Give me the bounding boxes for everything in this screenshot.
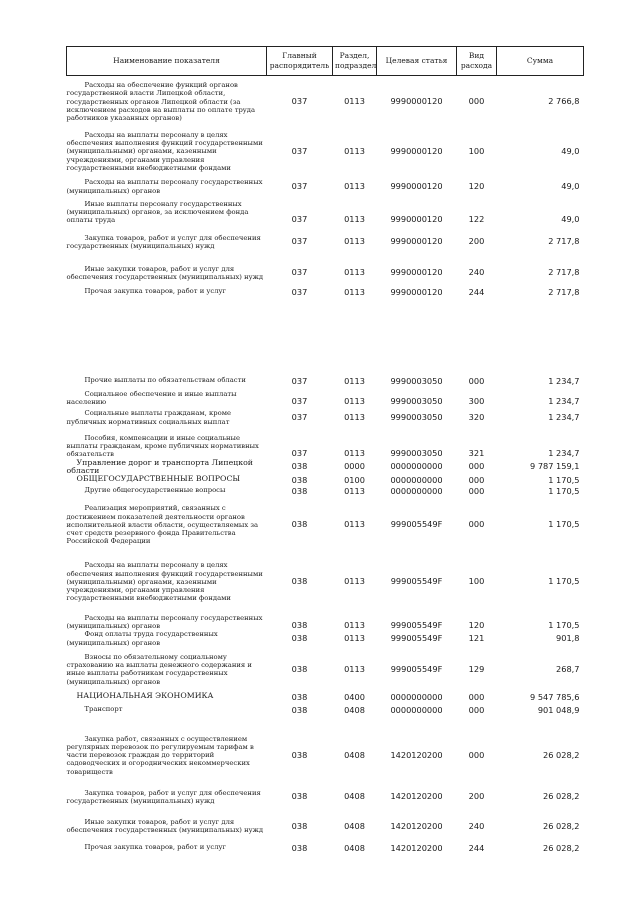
cell-sum: 49,0 xyxy=(561,180,580,191)
cell-type: 120 xyxy=(468,180,485,191)
cell-name: Прочие выплаты по обязательствам области xyxy=(84,375,246,384)
cell-target: 999005549F xyxy=(390,576,443,587)
table-row xyxy=(67,76,584,128)
cell-name: Закупка товаров, работ и услуг для обеспечения государственных (муниципальных) нужд xyxy=(66,233,261,250)
cell-type: 000 xyxy=(468,691,485,702)
cell-section: 0408 xyxy=(344,842,365,853)
cell-sum: 2 717,8 xyxy=(548,267,580,278)
cell-name: Управление дорог и транспорта Липецкой области xyxy=(66,457,253,475)
cell-sum: 1 234,7 xyxy=(548,375,580,386)
cell-section: 0408 xyxy=(344,791,365,802)
cell-target: 999005549F xyxy=(390,663,443,674)
cell-admin: 037 xyxy=(291,145,308,156)
cell-target: 0000000000 xyxy=(390,460,443,471)
table-row xyxy=(67,475,584,486)
cell-target: 9990000120 xyxy=(390,214,443,224)
header-target: Целевая статья xyxy=(377,47,457,76)
cell-target: 1420120200 xyxy=(390,749,443,760)
cell-section: 0113 xyxy=(344,214,365,224)
cell-admin: 038 xyxy=(291,632,308,643)
cell-section: 0113 xyxy=(344,411,365,422)
cell-section: 0113 xyxy=(344,448,365,458)
table-header-row xyxy=(67,47,584,76)
cell-admin: 038 xyxy=(291,691,308,702)
cell-admin: 037 xyxy=(291,396,308,406)
cell-section: 0113 xyxy=(344,145,365,156)
table-row xyxy=(67,407,584,429)
cell-type: 000 xyxy=(468,474,485,485)
cell-sum: 901,8 xyxy=(556,632,580,643)
table-row xyxy=(67,225,584,260)
cell-target: 999005549F xyxy=(390,619,443,630)
cell-sum: 1 234,7 xyxy=(548,448,580,458)
cell-target: 999005549F xyxy=(390,632,443,643)
cell-type: 321 xyxy=(468,448,485,458)
cell-section: 0113 xyxy=(344,286,365,297)
cell-admin: 037 xyxy=(291,448,308,458)
cell-name: НАЦИОНАЛЬНАЯ ЭКОНОМИКА xyxy=(76,690,214,700)
cell-name: Расходы на выплаты персоналу государственных (муниципальных) органов xyxy=(66,614,263,631)
cell-sum: 26 028,2 xyxy=(543,842,580,853)
cell-type: 300 xyxy=(468,396,485,406)
header-type: Вид расхода xyxy=(457,47,497,76)
budget-table xyxy=(66,46,584,858)
cell-sum: 1 170,5 xyxy=(548,485,580,496)
cell-type: 120 xyxy=(468,619,485,630)
cell-type: 240 xyxy=(468,267,485,278)
cell-name: Транспорт xyxy=(84,704,123,713)
cell-sum: 9 787 159,1 xyxy=(530,460,580,471)
cell-type: 100 xyxy=(468,576,485,587)
cell-section: 0408 xyxy=(344,820,365,831)
cell-target: 9990003050 xyxy=(390,448,443,458)
cell-section: 0113 xyxy=(344,375,365,386)
cell-type: 129 xyxy=(468,663,485,674)
cell-section: 0113 xyxy=(344,576,365,587)
cell-target: 9990003050 xyxy=(390,396,443,406)
header-sum: Сумма xyxy=(497,47,584,76)
cell-type: 000 xyxy=(468,749,485,760)
cell-name: Закупка товаров, работ и услуг для обеспечения государственных (муниципальных) нужд xyxy=(66,788,261,805)
cell-target: 9990000120 xyxy=(390,180,443,191)
cell-sum: 1 170,5 xyxy=(548,576,580,587)
spacer-row xyxy=(67,336,584,376)
cell-type: 000 xyxy=(468,460,485,471)
table-row xyxy=(67,459,584,475)
cell-name: Другие общегосударственные вопросы xyxy=(84,485,226,494)
cell-name: Закупка работ, связанных с осуществлением регулярных перевозок по регулируемым тарифам в части перевозок граждан до территорий садоводческих и огороднических некоммерческих товариществ xyxy=(66,734,254,776)
cell-section: 0113 xyxy=(344,180,365,191)
cell-type: 000 xyxy=(468,375,485,386)
cell-section: 0408 xyxy=(344,704,365,715)
cell-name: Фонд оплаты труда государственных (муниципальных) органов xyxy=(66,630,218,647)
table-row xyxy=(67,810,584,843)
cell-section: 0000 xyxy=(344,460,365,471)
cell-section: 0113 xyxy=(344,632,365,643)
cell-target: 1420120200 xyxy=(390,820,443,831)
table-row xyxy=(67,843,584,858)
cell-type: 000 xyxy=(468,485,485,496)
cell-name: Иные закупки товаров, работ и услуг для обеспечения государственных (муниципальных) нужд xyxy=(66,264,264,281)
cell-target: 0000000000 xyxy=(390,691,443,702)
cell-section: 0400 xyxy=(344,691,365,702)
cell-sum: 49,0 xyxy=(561,214,580,224)
cell-name: Иные закупки товаров, работ и услуг для обеспечения государственных (муниципальных) нужд xyxy=(66,818,264,835)
cell-target: 0000000000 xyxy=(390,485,443,496)
cell-target: 9990000120 xyxy=(390,267,443,278)
cell-target: 999005549F xyxy=(390,519,443,530)
cell-target: 1420120200 xyxy=(390,842,443,853)
cell-section: 0113 xyxy=(344,396,365,406)
spacer-cell xyxy=(67,336,584,376)
cell-admin: 038 xyxy=(291,474,308,485)
cell-admin: 038 xyxy=(291,576,308,587)
cell-target: 9990000120 xyxy=(390,286,443,297)
cell-type: 320 xyxy=(468,411,485,422)
table-row xyxy=(67,176,584,198)
cell-sum: 2 717,8 xyxy=(548,286,580,297)
cell-target: 9990000120 xyxy=(390,96,443,106)
cell-section: 0113 xyxy=(344,236,365,247)
table-row xyxy=(67,429,584,459)
cell-sum: 49,0 xyxy=(561,145,580,156)
cell-target: 0000000000 xyxy=(390,474,443,485)
cell-sum: 9 547 785,6 xyxy=(530,691,580,702)
cell-name: Прочая закупка товаров, работ и услуг xyxy=(84,842,227,851)
cell-name: Социальные выплаты гражданам, кроме публичных нормативных социальных выплат xyxy=(66,409,231,426)
cell-section: 0113 xyxy=(344,519,365,530)
cell-admin: 038 xyxy=(291,485,308,496)
table-row xyxy=(67,727,584,784)
cell-sum: 26 028,2 xyxy=(543,749,580,760)
cell-name: Социальное обеспечение и иные выплаты населению xyxy=(66,390,237,407)
cell-section: 0408 xyxy=(344,749,365,760)
cell-admin: 037 xyxy=(291,411,308,422)
cell-sum: 1 170,5 xyxy=(548,519,580,530)
cell-admin: 037 xyxy=(291,286,308,297)
cell-admin: 038 xyxy=(291,619,308,630)
cell-sum: 1 234,7 xyxy=(548,396,580,406)
cell-admin: 038 xyxy=(291,460,308,471)
cell-type: 000 xyxy=(468,704,485,715)
cell-type: 121 xyxy=(468,632,485,643)
cell-target: 0000000000 xyxy=(390,704,443,715)
table-row xyxy=(67,553,584,610)
table-row xyxy=(67,128,584,176)
cell-admin: 037 xyxy=(291,180,308,191)
cell-type: 000 xyxy=(468,519,485,530)
cell-admin: 038 xyxy=(291,663,308,674)
cell-section: 0113 xyxy=(344,619,365,630)
cell-sum: 2 717,8 xyxy=(548,236,580,247)
table-row xyxy=(67,260,584,287)
table-row xyxy=(67,198,584,225)
cell-admin: 038 xyxy=(291,820,308,831)
cell-name: Расходы на выплаты персоналу в целях обеспечения выполнения функций государственными (муниципальными) органами, казенными учреждениями, органами управления государственными внебюджетными фондами xyxy=(66,561,263,603)
cell-name: Иные выплаты персоналу государственных (муниципальных) органов, за исключением фонда оплаты труда xyxy=(66,199,249,225)
cell-type: 200 xyxy=(468,791,485,802)
cell-name: Расходы на выплаты персоналу в целях обеспечения выполнения функций государственными (муниципальными) органами, казенными учреждениями, органами управления государственными внебюджетными фондами xyxy=(66,130,263,172)
table-row xyxy=(67,692,584,705)
header-admin: Главный распорядитель xyxy=(267,47,333,76)
table-row xyxy=(67,784,584,810)
table-row xyxy=(67,496,584,553)
cell-section: 0113 xyxy=(344,96,365,106)
cell-type: 244 xyxy=(468,286,485,297)
table-row xyxy=(67,705,584,727)
cell-type: 000 xyxy=(468,96,485,106)
table-row xyxy=(67,287,584,336)
cell-section: 0113 xyxy=(344,267,365,278)
cell-name: Расходы на выплаты персоналу государственных (муниципальных) органов xyxy=(66,178,263,195)
cell-name: Реализация мероприятий, связанных с достижением показателей деятельности органов исполнительной власти области, осуществляемых за счет средств резервного фонда Правительства Российской Федерации xyxy=(66,504,259,546)
cell-type: 200 xyxy=(468,236,485,247)
table-row xyxy=(67,647,584,692)
cell-type: 240 xyxy=(468,820,485,831)
cell-name: Пособия, компенсации и иные социальные выплаты гражданам, кроме публичных нормативных обязательств xyxy=(66,433,259,459)
cell-type: 244 xyxy=(468,842,485,853)
cell-target: 9990000120 xyxy=(390,145,443,156)
table-row xyxy=(67,486,584,497)
cell-admin: 038 xyxy=(291,842,308,853)
cell-admin: 037 xyxy=(291,236,308,247)
cell-target: 1420120200 xyxy=(390,791,443,802)
cell-sum: 268,7 xyxy=(556,663,580,674)
cell-name: Расходы на обеспечение функций органов государственной власти Липецкой области, государственных органов Липецкой области (за исключением расходов на выплаты по оплате труда работников указанных органов) xyxy=(66,81,256,123)
cell-admin: 037 xyxy=(291,375,308,386)
cell-admin: 037 xyxy=(291,267,308,278)
cell-sum: 2 766,8 xyxy=(548,96,580,106)
cell-admin: 038 xyxy=(291,519,308,530)
cell-admin: 038 xyxy=(291,704,308,715)
cell-name: Прочая закупка товаров, работ и услуг xyxy=(84,286,227,295)
cell-section: 0113 xyxy=(344,663,365,674)
cell-admin: 037 xyxy=(291,214,308,224)
cell-admin: 037 xyxy=(291,96,308,106)
cell-type: 100 xyxy=(468,145,485,156)
table-row xyxy=(67,387,584,407)
cell-admin: 038 xyxy=(291,749,308,760)
cell-sum: 901 048,9 xyxy=(537,704,580,715)
cell-section: 0113 xyxy=(344,485,365,496)
cell-name: Взносы по обязательному социальному страхованию на выплаты денежного содержания и иные выплаты работникам государственных (муниципальных) органов xyxy=(66,652,252,686)
cell-type: 122 xyxy=(468,214,485,224)
cell-section: 0100 xyxy=(344,474,365,485)
cell-admin: 038 xyxy=(291,791,308,802)
header-name: Наименование показателя xyxy=(67,47,267,76)
cell-sum: 1 234,7 xyxy=(548,411,580,422)
header-section: Раздел, подраздел xyxy=(333,47,377,76)
table-row xyxy=(67,610,584,630)
cell-target: 9990003050 xyxy=(390,411,443,422)
table-row xyxy=(67,630,584,646)
cell-sum: 26 028,2 xyxy=(543,820,580,831)
cell-target: 9990000120 xyxy=(390,236,443,247)
cell-sum: 1 170,5 xyxy=(548,474,580,485)
table-row xyxy=(67,376,584,387)
cell-sum: 1 170,5 xyxy=(548,619,580,630)
cell-name: ОБЩЕГОСУДАРСТВЕННЫЕ ВОПРОСЫ xyxy=(76,473,241,483)
cell-target: 9990003050 xyxy=(390,375,443,386)
cell-sum: 26 028,2 xyxy=(543,791,580,802)
